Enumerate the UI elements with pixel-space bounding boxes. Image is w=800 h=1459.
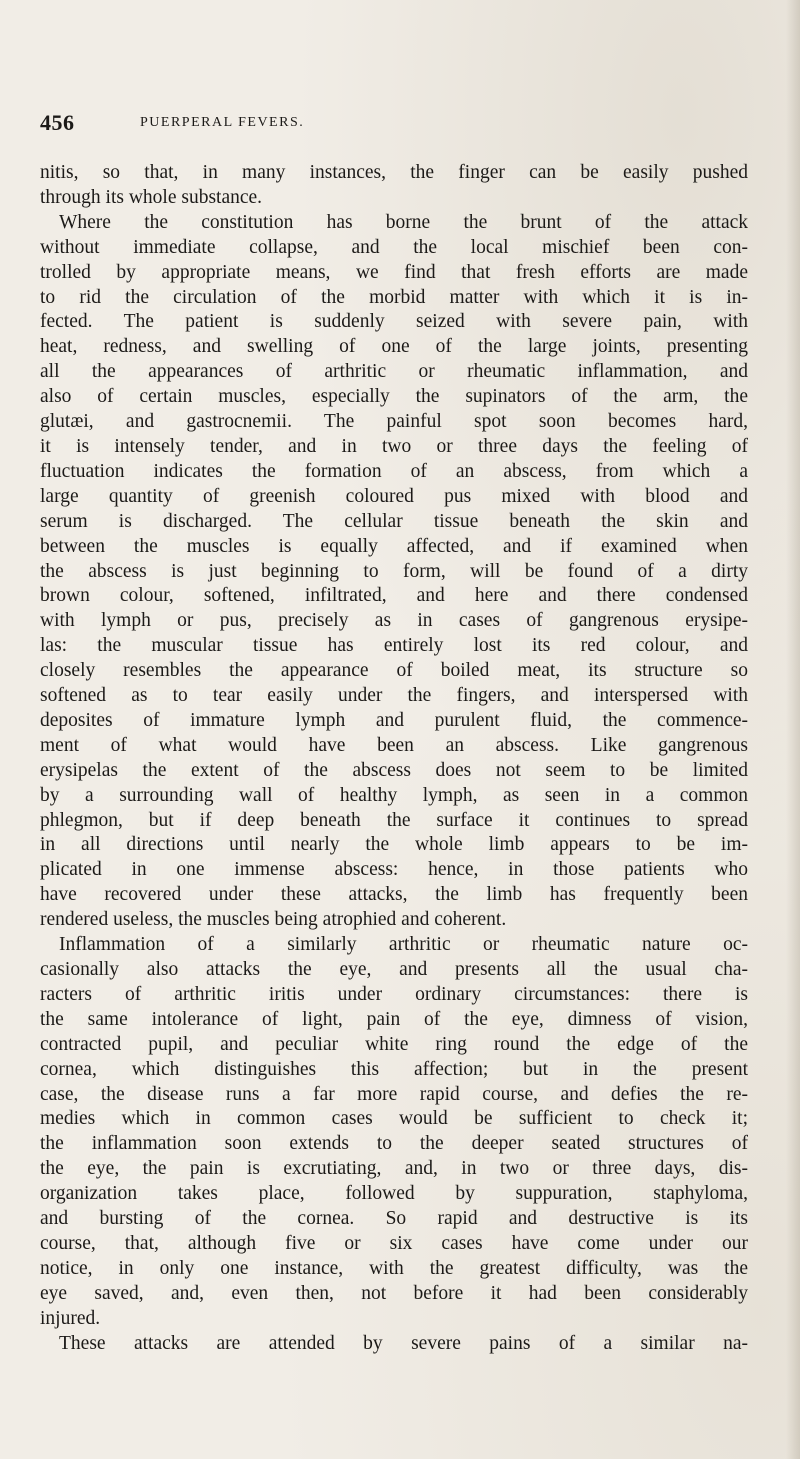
text-line: without immediate collapse, and the local mischief been con- bbox=[40, 236, 748, 258]
text-line: racters of arthritic iritis under ordinary circumstances: there is bbox=[40, 983, 748, 1005]
text-line: between the muscles is equally affected, and if examined when bbox=[40, 535, 748, 557]
text-line: plicated in one immense abscess: hence, in those patients who bbox=[40, 859, 748, 881]
text-line: contracted pupil, and peculiar white ring round the edge of the bbox=[40, 1033, 748, 1055]
text-line: deposites of immature lymph and purulent fluid, the commence- bbox=[40, 709, 748, 731]
text-line: closely resembles the appearance of boiled meat, its structure so bbox=[40, 660, 748, 682]
text-line: heat, redness, and swelling of one of the large joints, presenting bbox=[40, 336, 748, 358]
text-line: course, that, although five or six cases have come under our bbox=[40, 1232, 748, 1254]
text-line: to rid the circulation of the morbid matter with which it is in- bbox=[40, 286, 748, 308]
text-line: the same intolerance of light, pain of the eye, dimness of vision, bbox=[40, 1008, 748, 1030]
text-line: all the appearances of arthritic or rheumatic inflammation, and bbox=[40, 361, 748, 383]
text-line: nitis, so that, in many instances, the finger can be easily pushed bbox=[40, 162, 748, 183]
text-line: the abscess is just beginning to form, will be found of a dirty bbox=[40, 560, 748, 582]
text-line: eye saved, and, even then, not before it had been considerably bbox=[40, 1282, 748, 1304]
text-line: and bursting of the cornea. So rapid and destructive is its bbox=[40, 1208, 748, 1230]
text-line: trolled by appropriate means, we find that fresh efforts are made bbox=[40, 261, 748, 283]
text-line: large quantity of greenish coloured pus mixed with blood and bbox=[40, 485, 748, 507]
text-line: case, the disease runs a far more rapid course, and defies the re- bbox=[40, 1083, 748, 1105]
page-header bbox=[40, 110, 740, 150]
text-line: phlegmon, but if deep beneath the surface it continues to spread bbox=[40, 809, 748, 831]
text-line: in all directions until nearly the whole limb appears to be im- bbox=[40, 834, 748, 856]
text-line: softened as to tear easily under the fingers, and interspersed with bbox=[40, 685, 748, 707]
text-line: erysipelas the extent of the abscess does not seem to be limited bbox=[40, 759, 748, 781]
text-line: brown colour, softened, infiltrated, and here and there condensed bbox=[40, 585, 748, 607]
text-line: fected. The patient is suddenly seized with severe pain, with bbox=[40, 311, 748, 333]
text-line: medies which in common cases would be sufficient to check it; bbox=[40, 1108, 748, 1130]
body-text bbox=[40, 161, 748, 1357]
text-line: serum is discharged. The cellular tissue beneath the skin and bbox=[40, 510, 748, 532]
page-edge-shadow bbox=[786, 0, 800, 1459]
text-line: fluctuation indicates the formation of an abscess, from which a bbox=[40, 460, 748, 482]
text-line: notice, in only one instance, with the greatest difficulty, was the bbox=[40, 1257, 748, 1279]
text-line: Inflammation of a similarly arthritic or rheumatic nature oc- bbox=[59, 934, 748, 956]
text-line: have recovered under these attacks, the limb has frequently been bbox=[40, 884, 748, 906]
text-line: the inflammation soon extends to the deeper seated structures of bbox=[40, 1133, 748, 1155]
text-line: Where the constitution has borne the brunt of the attack bbox=[59, 211, 748, 233]
text-line: injured. bbox=[40, 1307, 101, 1329]
text-line: organization takes place, followed by suppuration, staphyloma, bbox=[40, 1183, 748, 1205]
text-line: also of certain muscles, especially the supinators of the arm, the bbox=[40, 386, 748, 408]
text-line: through its whole substance. bbox=[40, 186, 263, 208]
text-line: by a surrounding wall of healthy lymph, as seen in a common bbox=[40, 784, 748, 806]
text-line: cornea, which distinguishes this affection; but in the present bbox=[40, 1058, 748, 1080]
text-line: the eye, the pain is excrutiating, and, in two or three days, dis- bbox=[40, 1158, 748, 1180]
text-line: las: the muscular tissue has entirely lost its red colour, and bbox=[40, 635, 748, 657]
text-line: rendered useless, the muscles being atrophied and coherent. bbox=[40, 909, 507, 931]
text-line: casionally also attacks the eye, and presents all the usual cha- bbox=[40, 959, 748, 980]
text-line: with lymph or pus, precisely as in cases of gangrenous erysipe- bbox=[40, 610, 748, 632]
text-line: it is intensely tender, and in two or three days the feeling of bbox=[40, 435, 748, 457]
running-head: PUERPERAL FEVERS. bbox=[140, 115, 305, 130]
page-number: 456 bbox=[40, 110, 75, 135]
text-line: These attacks are attended by severe pains of a similar na- bbox=[59, 1332, 748, 1354]
text-line: glutæi, and gastrocnemii. The painful spot soon becomes hard, bbox=[40, 411, 748, 433]
text-line: ment of what would have been an abscess. Like gangrenous bbox=[40, 734, 748, 756]
